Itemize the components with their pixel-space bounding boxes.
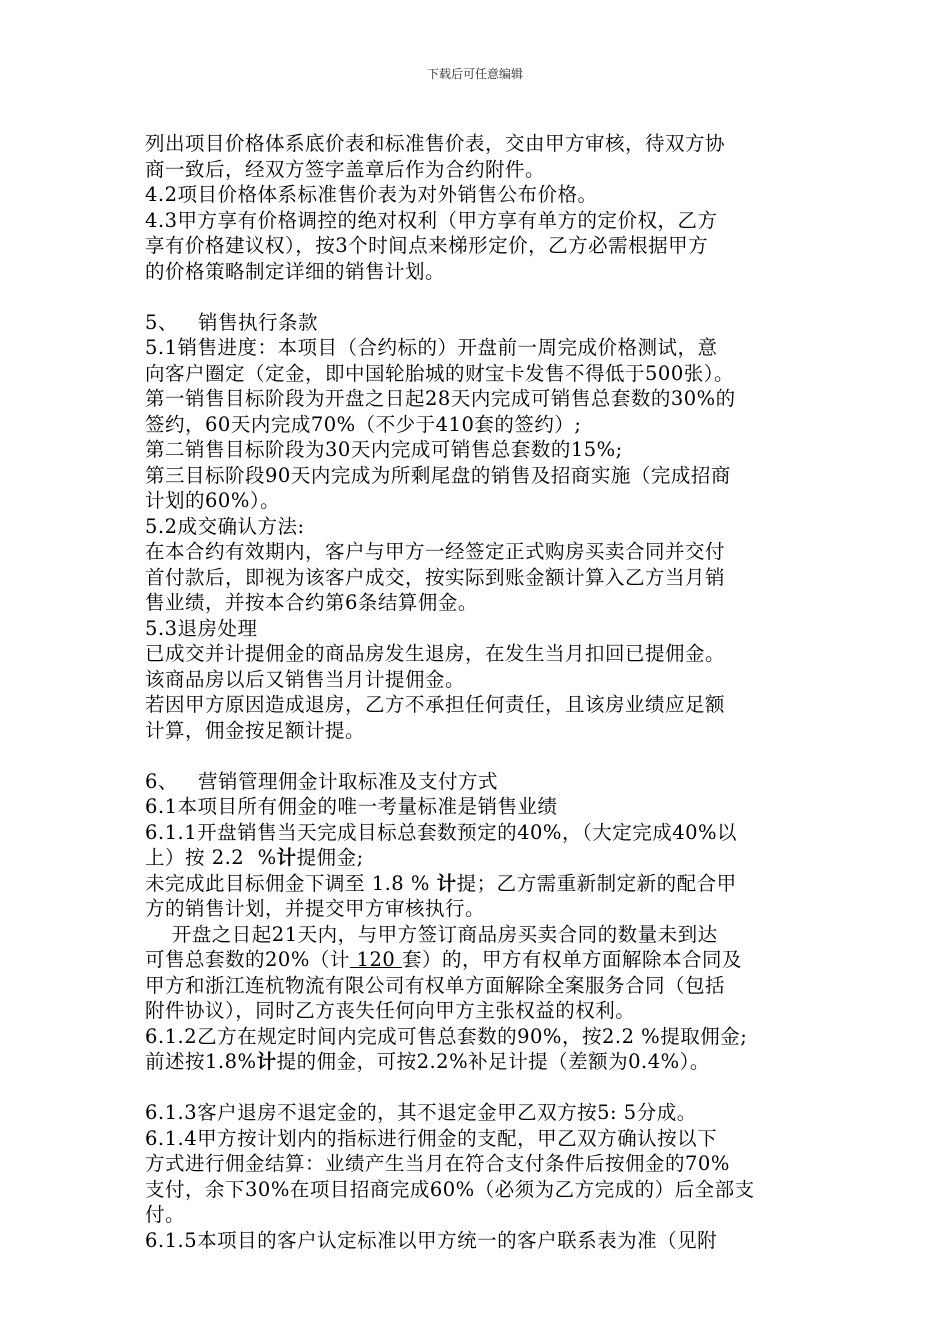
clause-4-2: 4.2项目价格体系标准售价表为对外销售公布价格。 xyxy=(145,183,598,206)
text-line xyxy=(145,947,817,973)
text-span: 前述按1.8% xyxy=(145,1050,257,1073)
text-line: 第三目标阶段90天内完成为所剩尾盘的销售及招商实施（完成招商 xyxy=(145,463,731,487)
text-line: 向客户圈定（定金，即中国轮胎城的财宝卡发售不得低于500张）。 xyxy=(145,361,734,385)
text-span: 提；乙方需重新制定新的配合甲 xyxy=(456,871,737,895)
text-line: 签约，60天内完成70%（不少于410套的签约）; xyxy=(145,412,582,436)
blank-line xyxy=(145,1075,817,1101)
bold-text: 计 xyxy=(276,846,297,869)
text-line: 支付，余下30%在项目招商完成60%（必须为乙方完成的）后全部支 xyxy=(145,1177,755,1201)
clause-5-1: 5.1销售进度：本项目（合约标的）开盘前一周完成价格测试，意 xyxy=(145,336,718,359)
clause-6-1-1: 6.1.1开盘销售当天完成目标总套数预定的40%，（大定完成40%以 xyxy=(145,820,738,844)
text-span: 未完成此目标佣金下调至 1.8 % xyxy=(145,871,437,895)
text-line: 该商品房以后又销售当月计提佣金。 xyxy=(145,667,466,691)
clause-6-1: 6.1本项目所有佣金的唯一考量标准是销售业绩 xyxy=(145,795,558,818)
text-span: 套）的，甲方有权单方面解除本合同及 xyxy=(401,948,742,971)
clause-6-1-2: 6.1.2乙方在规定时间内完成可售总套数的90%，按2.2 %提取佣金; xyxy=(145,1024,748,1048)
bold-text: 计 xyxy=(436,871,457,895)
text-line: 已成交并计提佣金的商品房发生退房，在发生当月扣回已提佣金。 xyxy=(145,642,726,665)
text-line: 售业绩，并按本合约第6条结算佣金。 xyxy=(145,591,478,614)
clause-5-2: 5.2成交确认方法: xyxy=(145,514,305,538)
text-line: 方式进行佣金结算：业绩产生当月在符合支付条件后按佣金的70% xyxy=(145,1152,730,1175)
text-line: 第一销售目标阶段为开盘之日起28天内完成可销售总套数的30%的 xyxy=(145,387,736,410)
text-line: 开盘之日起21天内，与甲方签订商品房买卖合同的数量未到达 xyxy=(145,922,718,946)
clause-6-1-5: 6.1.5本项目的客户认定标准以甲方统一的客户联系表为准（见附 xyxy=(145,1228,718,1252)
text-line: 附件协议），同时乙方丧失任何向甲方主张权益的权利。 xyxy=(145,999,636,1022)
section-5-heading: 5、 销售执行条款 xyxy=(145,310,319,334)
text-line: 付。 xyxy=(145,1203,186,1226)
clause-5-3: 5.3退房处理 xyxy=(145,616,258,640)
text-span: 可售总套数的20%（计 xyxy=(145,948,350,971)
blank-line xyxy=(145,743,817,769)
blank-line xyxy=(145,284,817,310)
text-line xyxy=(145,845,817,871)
text-line: 享有价格建议权），按3个时间点来梯形定价，乙方必需根据甲方 xyxy=(145,234,709,257)
text-line: 方的销售计划，并提交甲方审核执行。 xyxy=(145,897,486,920)
clause-6-1-4: 6.1.4甲方按计划内的指标进行佣金的支配，甲乙双方确认按以下 xyxy=(145,1126,718,1150)
text-line: 第二销售目标阶段为30天内完成可销售总套数的15%; xyxy=(145,438,623,461)
clause-4-3: 4.3甲方享有价格调控的绝对权利（甲方享有单方的定价权，乙方 xyxy=(145,208,718,232)
text-line: 的价格策略制定详细的销售计划。 xyxy=(145,259,446,283)
text-span: 提佣金; xyxy=(296,846,364,869)
page-header: 下载后可任意编辑 xyxy=(426,67,523,81)
text-line xyxy=(145,871,817,897)
bold-text: 计 xyxy=(256,1050,277,1073)
text-line: 首付款后，即视为该客户成交，按实际到账金额计算入乙方当月销 xyxy=(145,565,726,589)
clause-6-1-3: 6.1.3客户退房不退定金的，其不退定金甲乙双方按5: 5分成。 xyxy=(145,1101,697,1124)
text-line: 列出项目价格体系底价表和标准售价表，交由甲方审核，待双方协 xyxy=(145,132,726,155)
text-span: 上）按 2.2 % xyxy=(145,846,277,869)
text-line: 计算，佣金按足额计提。 xyxy=(145,718,366,742)
underlined-value: 120 xyxy=(349,948,402,971)
text-line: 若因甲方原因造成退房，乙方不承担任何责任，且该房业绩应足额 xyxy=(145,693,726,716)
text-line: 在本合约有效期内，客户与甲方一经签定正式购房买卖合同并交付 xyxy=(145,540,726,563)
text-line: 甲方和浙江连杭物流有限公司有权单方面解除全案服务合同（包括 xyxy=(145,973,726,997)
text-span: 提的佣金，可按2.2%补足计提（差额为0.4%）。 xyxy=(276,1050,710,1073)
text-line xyxy=(145,1049,817,1075)
text-line: 商一致后，经双方签字盖章后作为合约附件。 xyxy=(145,157,546,181)
document-body xyxy=(145,131,817,1253)
text-line: 计划的60%）。 xyxy=(145,489,281,512)
section-6-heading: 6、 营销管理佣金计取标准及支付方式 xyxy=(145,769,499,793)
